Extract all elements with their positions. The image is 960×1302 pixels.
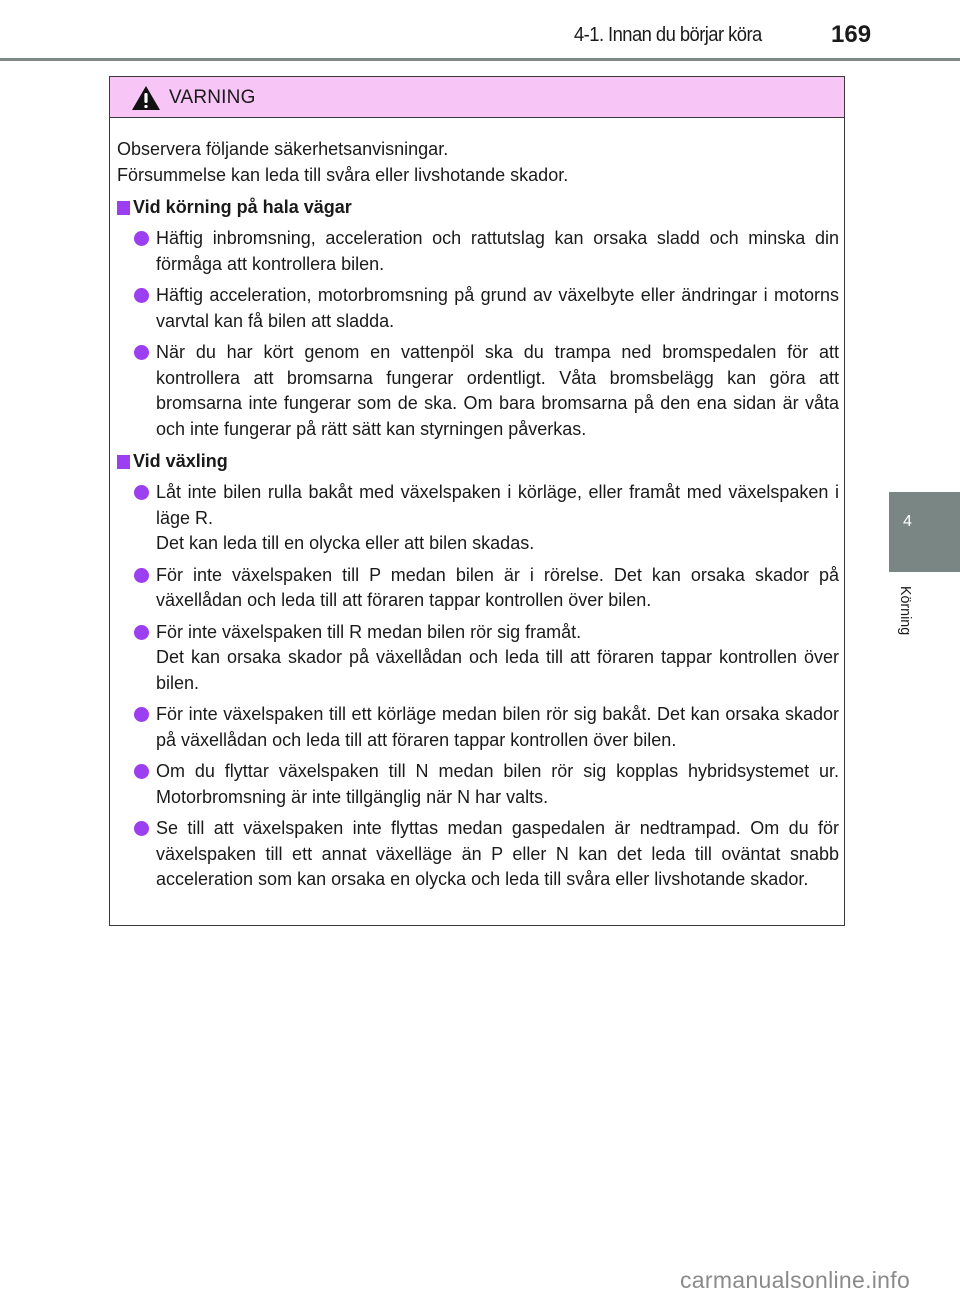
intro-line: Försummelse kan leda till svåra eller livshotande skador. (117, 164, 569, 185)
list-item (117, 620, 839, 697)
round-bullet-icon (134, 707, 149, 722)
list-item (117, 702, 839, 753)
section-heading-text: Vid körning på hala vägar (133, 197, 352, 217)
round-bullet-icon (134, 568, 149, 583)
round-bullet-icon (134, 231, 149, 246)
section-heading (117, 195, 839, 220)
warning-header (110, 77, 844, 118)
header-divider (0, 58, 960, 61)
list-item-text: För inte växelspaken till P medan bilen är i rörelse. Det kan orsaka skador på växellådan och leda till att föraren tappar kontrollen över bilen. (156, 564, 839, 610)
round-bullet-icon (134, 821, 149, 836)
list-item-text: Låt inte bilen rulla bakåt med växelspaken i körläge, eller framåt med växelspaken i läge R. (156, 482, 839, 528)
section-title: 4-1. Innan du börjar köra (574, 24, 762, 46)
round-bullet-icon (134, 764, 149, 779)
list-item (117, 226, 839, 277)
list-item-text: När du har kört genom en vattenpöl ska du trampa ned bromspedalen för att kontrollera att bromsarna fungerar ordentligt. Våta bromsbelägg kan göra att bromsarna inte fungerar som de ska. Om bara bromsarna på den ena sidan är våta och inte fungerar på rätt sätt kan styrningen påverkas. (156, 342, 839, 439)
chapter-tab-number: 4 (903, 513, 912, 530)
square-bullet-icon (117, 201, 130, 215)
warning-box (109, 76, 845, 926)
watermark-link[interactable]: carmanualsonline.info (680, 1267, 911, 1293)
list-item-text: För inte växelspaken till ett körläge medan bilen rör sig bakåt. Det kan orsaka skador på växellådan och leda till att föraren tappar kontrollen över bilen. (156, 704, 839, 750)
round-bullet-icon (134, 485, 149, 500)
round-bullet-icon (134, 625, 149, 640)
warning-body (117, 137, 839, 893)
list-item (117, 759, 839, 810)
chapter-tab[interactable] (889, 492, 960, 572)
warning-intro (117, 137, 839, 188)
section-heading-text: Vid växling (133, 451, 228, 471)
list-item (117, 283, 839, 334)
list-item-text: Häftig inbromsning, acceleration och rattutslag kan orsaka sladd och minska din förmåga att kontrollera bilen. (156, 228, 839, 274)
list-item (117, 563, 839, 614)
intro-line: Observera följande säkerhetsanvisningar. (117, 139, 449, 159)
square-bullet-icon (117, 455, 130, 469)
list-item-text: Om du flyttar växelspaken till N medan bilen rör sig kopplas hybridsystemet ur. Motorbromsning är inte tillgänglig när N har valts. (156, 761, 839, 807)
round-bullet-icon (134, 288, 149, 303)
list-item-text: Häftig acceleration, motorbromsning på grund av växelbyte eller ändringar i motorns varvtal kan få bilen att sladda. (156, 285, 839, 331)
round-bullet-icon (134, 345, 149, 360)
warning-triangle-icon (131, 85, 161, 111)
list-item (117, 340, 839, 442)
page-number: 169 (831, 21, 872, 48)
list-item-text: Det kan orsaka skador på växellådan och leda till att föraren tappar kontrollen över bilen. (156, 647, 839, 693)
chapter-tab-label: Körning (897, 586, 914, 636)
list-item-text: Se till att växelspaken inte flyttas medan gaspedalen är nedtrampad. Om du för växelspaken till ett annat växelläge än P eller N kan det leda till oväntat snabb acceleration som kan orsaka en olycka och leda till svåra eller livshotande skador. (156, 818, 839, 889)
page-header (0, 0, 960, 62)
list-item-text: Det kan leda till en olycka eller att bilen skadas. (156, 533, 535, 553)
list-item (117, 816, 839, 893)
section-heading (117, 449, 839, 474)
list-item (117, 480, 839, 557)
warning-title: VARNING (169, 87, 256, 108)
list-item-text: För inte växelspaken till R medan bilen rör sig framåt. (156, 621, 582, 642)
